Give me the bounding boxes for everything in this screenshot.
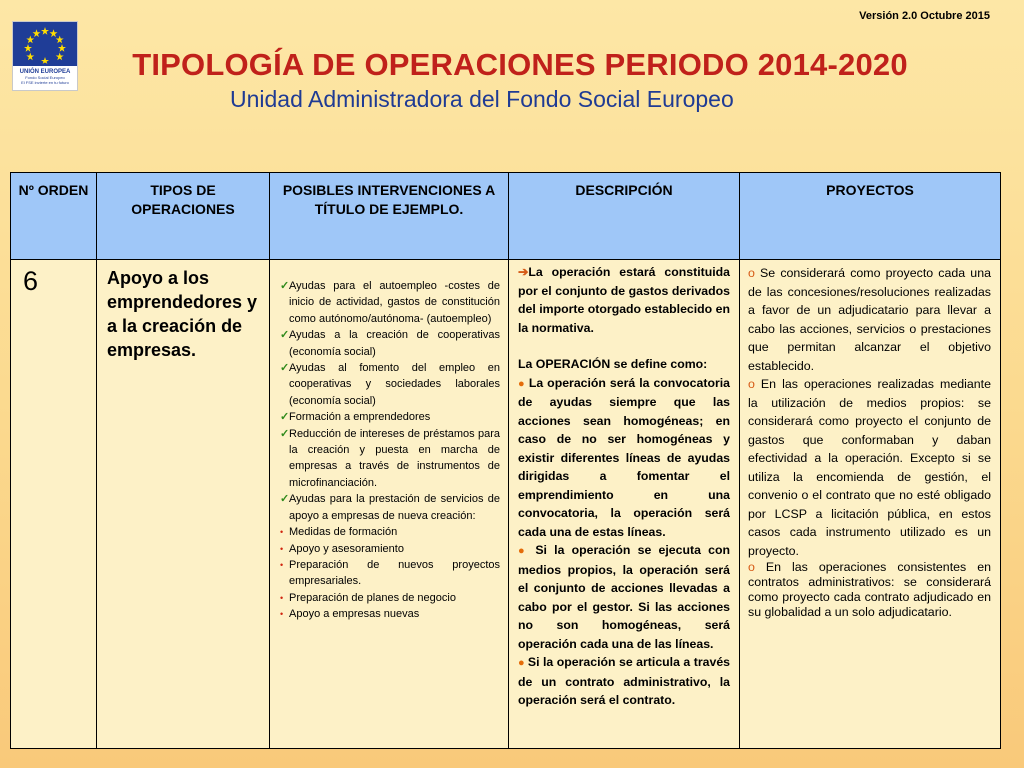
descripcion-points [518, 374, 730, 710]
list-item-text: Formación a emprendedores [289, 411, 431, 424]
logo-line1: Fondo Social Europeo [25, 75, 65, 80]
page-title: TIPOLOGÍA DE OPERACIONES PERIODO 2014-2020 [132, 47, 908, 82]
header-intervenciones: POSIBLES INTERVENCIONES A TÍTULO DE EJEMPLO. [270, 173, 509, 260]
list-item [280, 557, 500, 590]
list-item-text: Ayudas a la creación de cooperativas (economía social) [289, 329, 500, 358]
bullet-icon: ● [518, 657, 528, 669]
list-item-text: Preparación de nuevos proyectos empresariales. [289, 558, 500, 588]
cell-intervenciones [270, 260, 509, 749]
bullet-icon: • [280, 559, 284, 570]
list-item-text: Medidas de formación [289, 526, 398, 539]
list-item-text: Apoyo a empresas nuevas [289, 608, 420, 621]
list-item-text: Apoyo y asesoramiento [289, 542, 404, 555]
list-item-text: Preparación de planes de negocio [289, 591, 456, 604]
descripcion-point-text: La operación será la convocatoria de ayudas siempre que las acciones sean homogéneas; en caso de no ser homogéneas y existir diferentes líneas de ayudas dirigidas a fomentar el emprendimiento en una convocatoria, la operación será cada una de estas líneas. [518, 375, 730, 539]
descripcion-point-text: Si la operación se articula a través de un contrato administrativo, la operación será el contrato. [518, 655, 730, 707]
eu-flag-icon [13, 22, 77, 66]
circle-bullet-icon: o [748, 377, 761, 391]
proyecto-item [748, 375, 991, 560]
circle-bullet-icon: o [748, 560, 766, 574]
bullet-icon: • [280, 527, 284, 538]
descripcion-point [518, 541, 730, 653]
cell-proyectos [740, 260, 1001, 749]
proyectos-list [748, 264, 991, 620]
descripcion-point [518, 653, 730, 710]
proyecto-item-text: Se considerará como proyecto cada una de las concesiones/resoluciones realizadas a favor de un adjudicatario para llevar a cabo las acciones, servicios o prestaciones que permitan alcanzar el objetivo establecido. [748, 266, 991, 373]
circle-bullet-icon: o [748, 266, 761, 280]
list-item-text: Ayudas al fomento del empleo en cooperativas y sociedades laborales (economía social) [289, 362, 500, 407]
list-item [280, 409, 500, 425]
list-item [280, 426, 500, 492]
bullet-icon: • [280, 609, 284, 620]
descripcion-define: La OPERACIÓN se define como: [518, 357, 708, 371]
proyecto-item [748, 264, 991, 375]
check-icon: ✓ [280, 427, 290, 440]
list-item [280, 360, 500, 409]
cell-tipo: Apoyo a los emprendedores y a la creación de empresas. [97, 260, 270, 749]
operations-table [10, 172, 1001, 749]
header-orden: Nº ORDEN [11, 173, 97, 260]
list-item-text: Reducción de intereses de préstamos para la creación y puesta en marcha de empresas a través de instrumentos de microfinanciación. [289, 427, 500, 489]
logo-line2: El FSE invierte en tu futuro [21, 80, 69, 85]
header-tipos: TIPOS DE OPERACIONES [97, 173, 270, 260]
list-item [280, 606, 500, 622]
bullet-icon: ● [518, 377, 529, 390]
proyecto-item-text: En las operaciones consistentes en contratos administrativos: se considerará como proyecto cada contrato adjudicado en su globalidad a un solo adjudicatario. [748, 560, 991, 619]
list-item [280, 327, 500, 360]
descripcion-intro [518, 263, 730, 337]
eu-logo [12, 21, 78, 91]
version-label: Versión 2.0 Octubre 2015 [859, 10, 990, 22]
logo-org: UNIÓN EUROPEA [19, 69, 71, 75]
proyecto-item [748, 560, 991, 620]
descripcion-point-text: Si la operación se ejecuta con medios propios, la operación será el conjunto de acciones llevadas a cabo por el gestor. Si las acciones no son homogéneas, será operación cada una de las líneas. [518, 543, 731, 651]
header-proyectos: PROYECTOS [740, 173, 1001, 260]
list-item [280, 590, 500, 606]
bullet-icon: • [280, 543, 284, 554]
proyecto-item-text: En las operaciones realizadas mediante la utilización de medios propios: se considerará como proyecto el conjunto de gastos que conformaban y daban efectividad a la operación. Excepto si se utiliza la encomienda de gestión, el convenio o el contrato que no esté obligado por LCSP a licitación pública, en estos casos cada instrumento utilizado es un proyecto. [748, 377, 991, 558]
descripcion-point [518, 374, 730, 542]
arrow-icon: ➔ [518, 265, 529, 279]
cell-orden: 6 [11, 260, 97, 749]
header-descripcion: DESCRIPCIÓN [509, 173, 740, 260]
check-icon: ✓ [280, 493, 290, 506]
bullet-icon: ● [518, 545, 536, 557]
check-icon: ✓ [280, 280, 290, 292]
cell-descripcion [509, 260, 740, 749]
table-header-row [11, 173, 1001, 260]
bullet-icon: • [280, 592, 284, 603]
table-row [11, 260, 1001, 749]
intervenciones-list [280, 278, 500, 623]
descripcion-intro-text: La operación estará constituida por el conjunto de gastos derivados del importe otorgado establecido en la normativa. [518, 265, 730, 335]
page-subtitle: Unidad Administradora del Fondo Social Europeo [230, 86, 734, 112]
check-icon: ✓ [280, 329, 290, 342]
list-item [280, 278, 500, 327]
list-item-text: Ayudas para el autoempleo -costes de inicio de actividad, gastos de constitución como autónomo/autónoma- (autoempleo) [289, 280, 500, 325]
list-item [280, 541, 500, 557]
list-item [280, 524, 500, 540]
check-icon: ✓ [280, 362, 290, 375]
check-icon: ✓ [280, 411, 290, 424]
list-item [280, 491, 500, 524]
list-item-text: Ayudas para la prestación de servicios de apoyo a empresas de nueva creación: [289, 493, 500, 522]
